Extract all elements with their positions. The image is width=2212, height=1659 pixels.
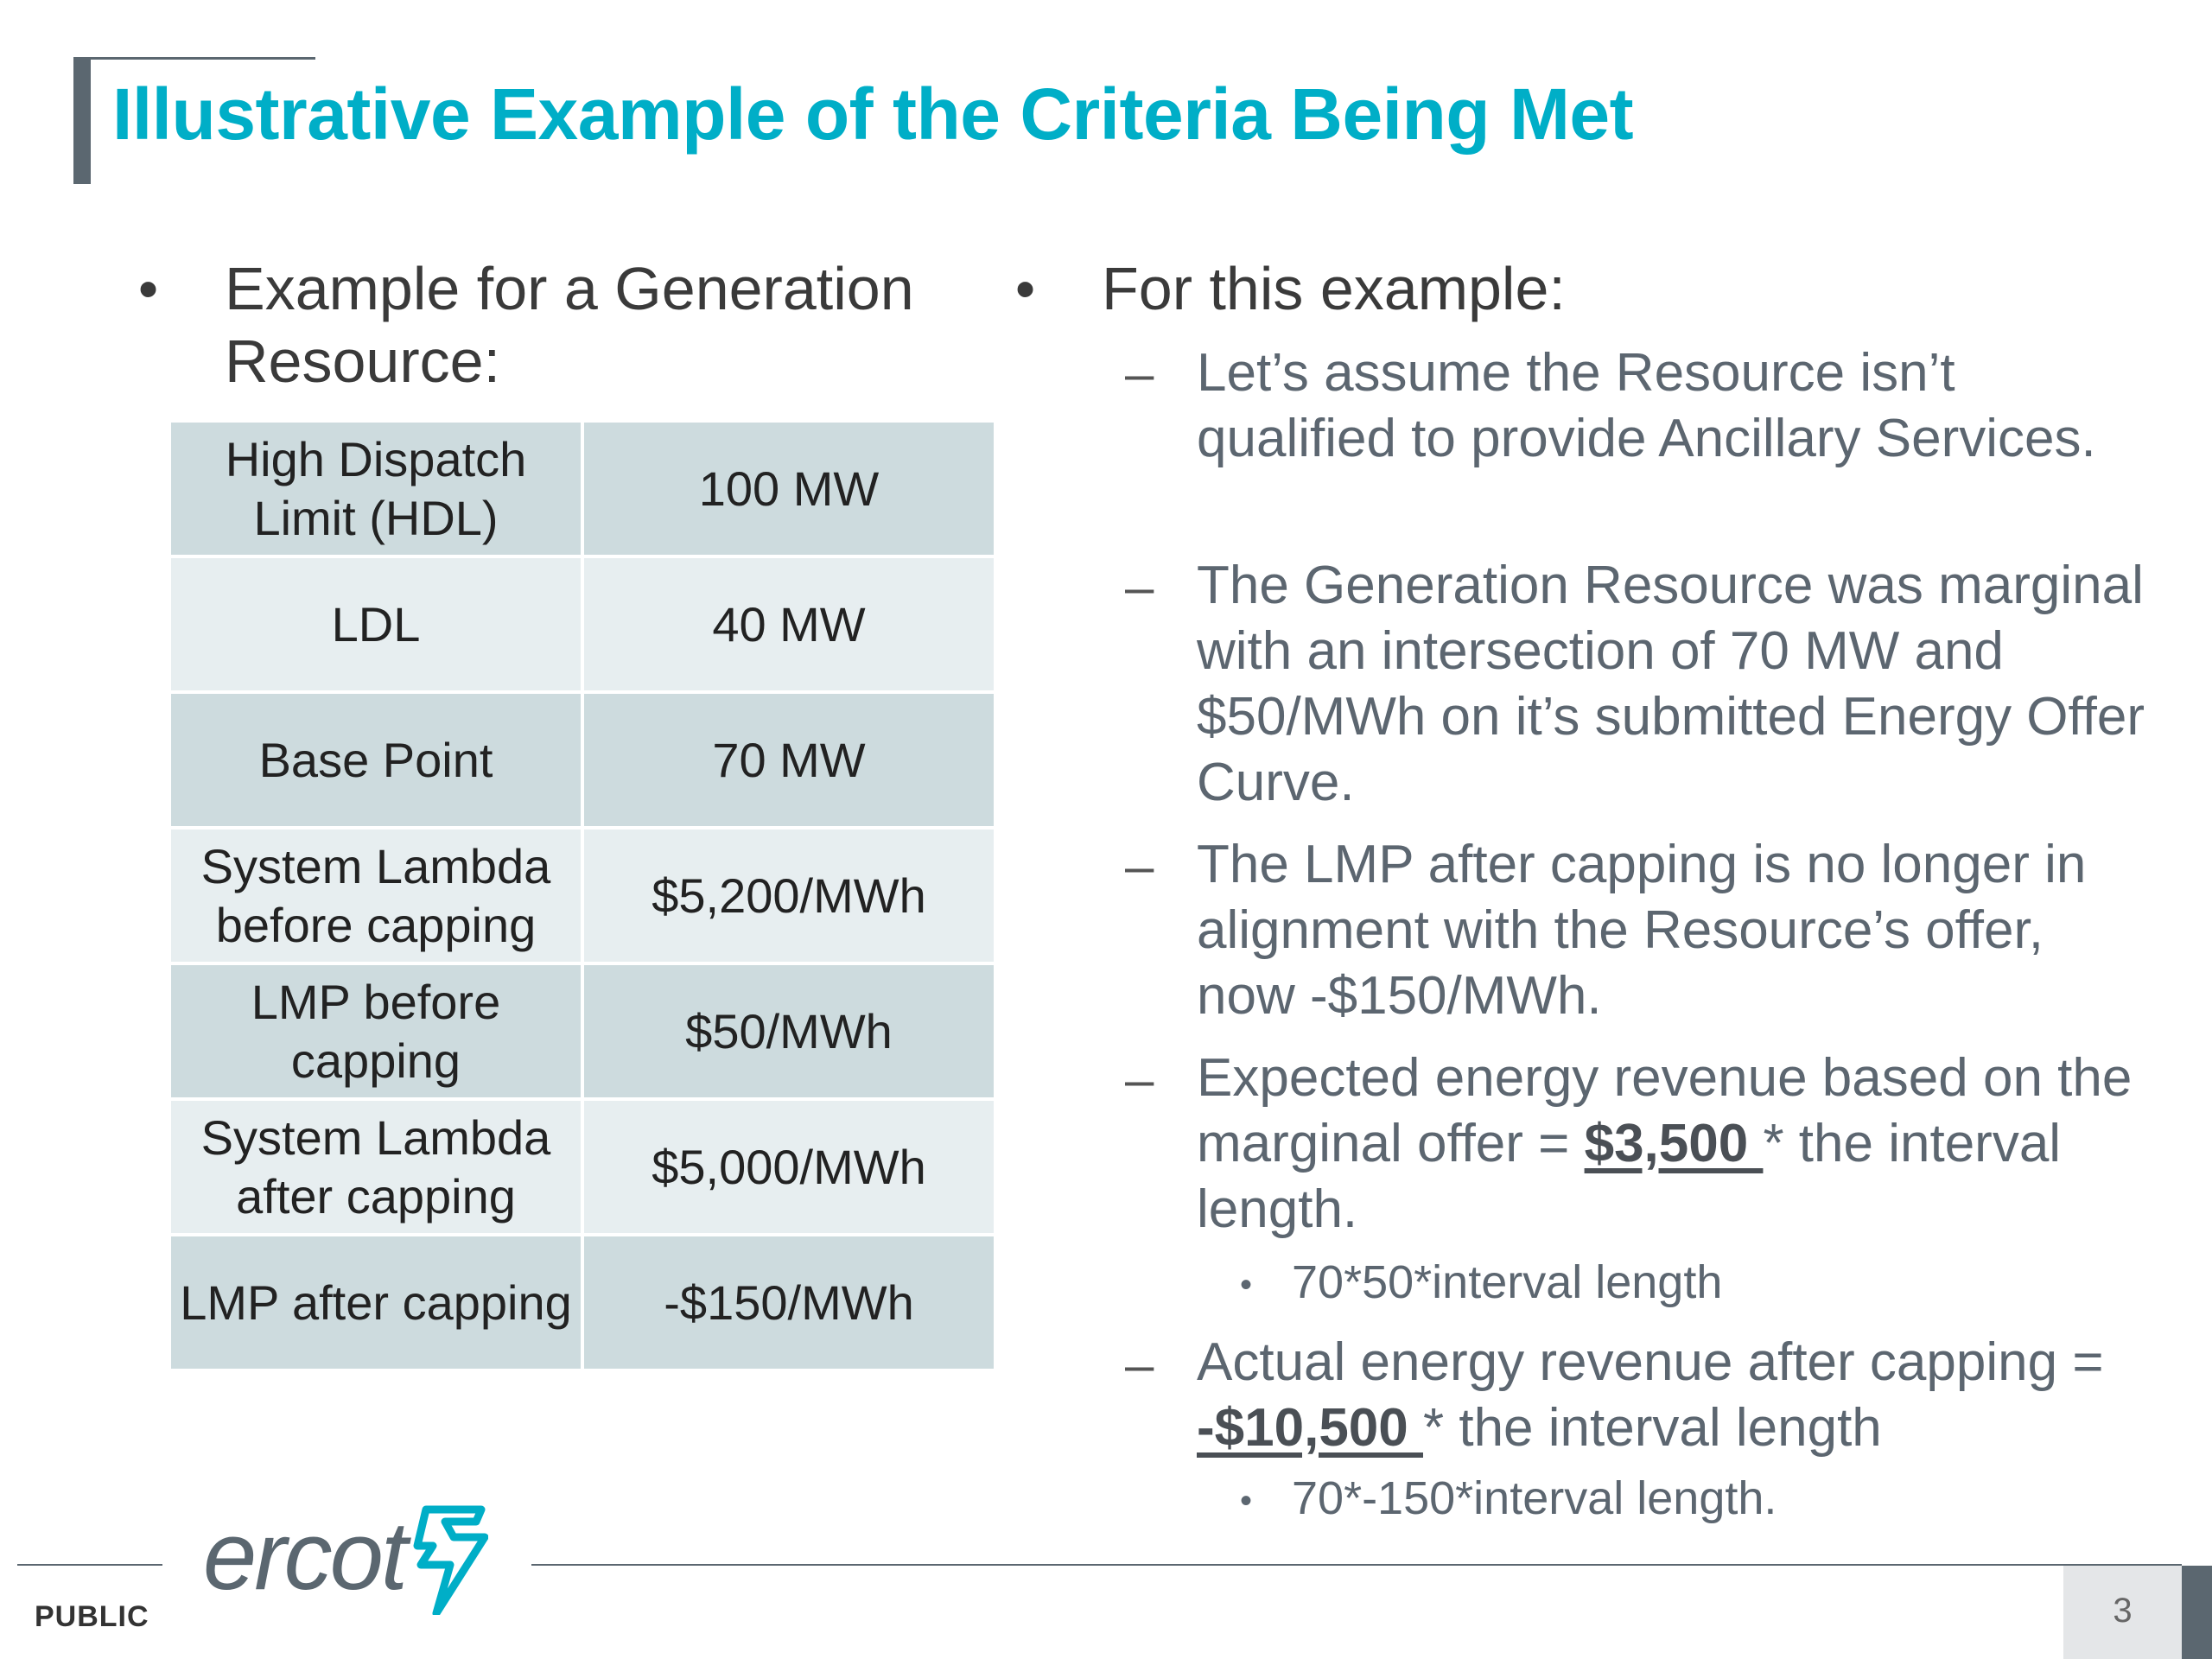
title-accent-bar — [73, 59, 91, 184]
table-row — [169, 1099, 995, 1235]
dash-marker: – — [1125, 558, 1154, 616]
page-stripe — [2182, 1566, 2212, 1659]
table-row — [169, 692, 995, 828]
point-1: Let’s assume the Resource isn’t qualified to provide Ancillary Services. — [1197, 343, 2096, 468]
footer-line — [531, 1564, 2182, 1566]
table-value: 100 MW — [582, 421, 995, 556]
point-4-suffix: * the interval length. — [1197, 1114, 2062, 1239]
table-label: High Dispatch Limit (HDL) — [169, 421, 582, 556]
page-number: 3 — [2113, 1592, 2133, 1630]
table-label: System Lambda before capping — [169, 828, 582, 963]
point-2: The Generation Resource was marginal with an intersection of 70 MW and $50/MWh on it’s submitted Energy Offer Curve. — [1197, 556, 2145, 812]
resource-table — [168, 419, 997, 1372]
table-label: LMP after capping — [169, 1235, 582, 1370]
logo-wordmark: ercot — [203, 1502, 405, 1610]
sub-bullet-dot: • — [1240, 1482, 1253, 1520]
left-heading: Example for a Generation Resource: — [225, 255, 914, 395]
table-value: $5,200/MWh — [582, 828, 995, 963]
point-5-text: Actual energy revenue after capping = — [1197, 1332, 2104, 1392]
actual-revenue-value: -$10,500 — [1197, 1398, 1423, 1458]
lightning-bolt-icon — [402, 1503, 488, 1615]
table-label: LDL — [169, 556, 582, 692]
footer-line — [17, 1564, 162, 1566]
ercot-logo — [203, 1502, 405, 1620]
table-value: 70 MW — [582, 692, 995, 828]
right-heading: For this example: — [1102, 255, 1566, 322]
slide-title: Illustrative Example of the Criteria Being Met — [112, 73, 1634, 155]
table-row — [169, 963, 995, 1099]
sub-bullet-dot: • — [1240, 1266, 1253, 1304]
table-value: 40 MW — [582, 556, 995, 692]
table-label: LMP before capping — [169, 963, 582, 1099]
point-4-formula: 70*50*interval length — [1292, 1256, 1723, 1308]
point-5-formula: 70*-150*interval length. — [1292, 1472, 1777, 1524]
table-value: -$150/MWh — [582, 1235, 995, 1370]
table-row — [169, 421, 995, 556]
classification-label: PUBLIC — [35, 1600, 149, 1633]
dash-marker: – — [1125, 837, 1154, 895]
table-row — [169, 556, 995, 692]
bullet-dot: • — [1015, 257, 1036, 321]
dash-marker: – — [1125, 1051, 1154, 1109]
point-5-suffix: * the interval length — [1423, 1398, 1882, 1458]
bullet-dot: • — [138, 257, 159, 321]
table-label: Base Point — [169, 692, 582, 828]
point-4-text: Expected energy revenue based on the marginal offer = — [1197, 1048, 2133, 1173]
table-value: $5,000/MWh — [582, 1099, 995, 1235]
expected-revenue-value: $3,500 — [1584, 1114, 1764, 1173]
table-value: $50/MWh — [582, 963, 995, 1099]
point-3: The LMP after capping is no longer in alignment with the Resource’s offer, now -$150/MWh. — [1197, 835, 2087, 1026]
dash-marker: – — [1125, 345, 1154, 403]
point-5 — [1197, 1330, 2147, 1461]
dash-marker: – — [1125, 1336, 1154, 1394]
table-label: System Lambda after capping — [169, 1099, 582, 1235]
table-row — [169, 1235, 995, 1370]
point-4 — [1197, 1046, 2147, 1243]
table-row — [169, 828, 995, 963]
title-accent-line — [73, 57, 315, 60]
